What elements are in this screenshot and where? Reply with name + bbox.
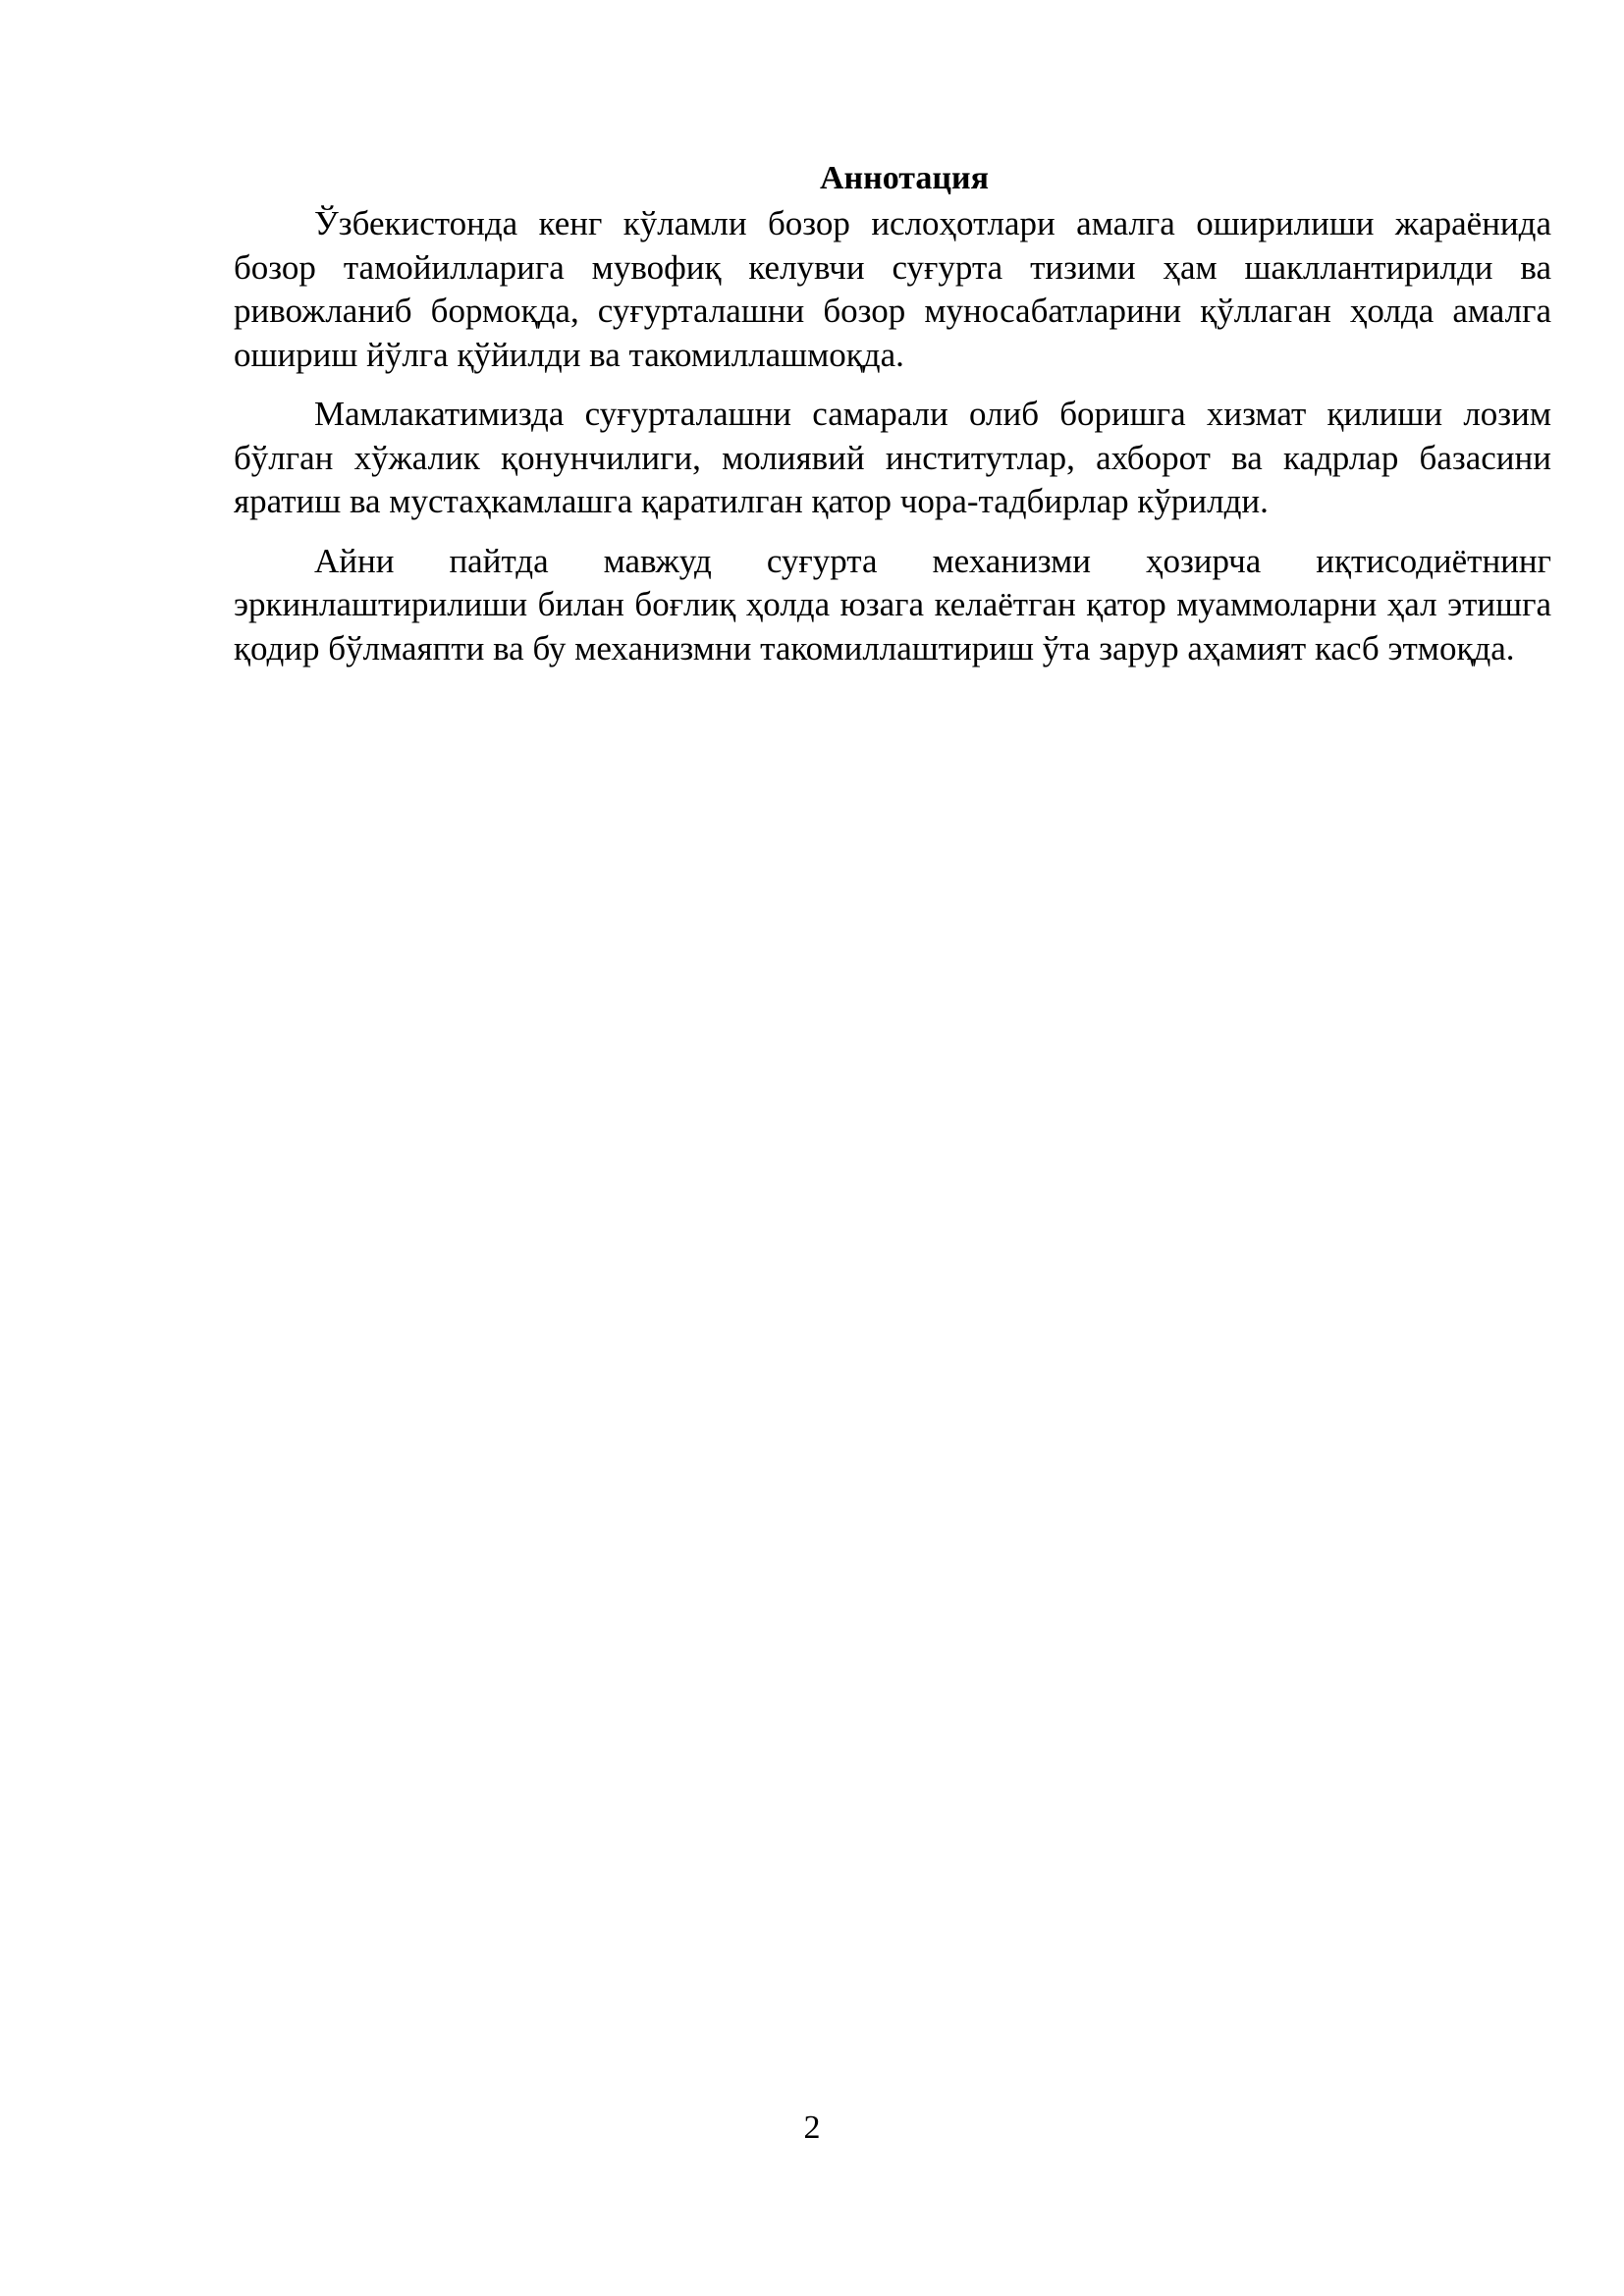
page-content — [234, 155, 1551, 686]
page-number: 2 — [803, 2109, 821, 2146]
paragraph-1: Ўзбекистонда кенг кўламли бозор ислоҳотлари амалга оширилиши жараёнида бозор тамойилларига мувофиқ келувчи суғурта тизими ҳам шакллантирилди ва ривожланиб бормоқда, суғурталашни бозор муносабатларини қўллаган ҳолда амалга ошириш йўлга қўйилди ва такомиллашмоқда. — [234, 204, 1551, 374]
paragraph-2: Мамлакатимизда суғурталашни самарали олиб боришга хизмат қилиши лозим бўлган хўжалик қонунчилиги, молиявий институтлар, ахборот ва кадрлар базасини яратиш ва мустаҳкамлашга қаратилган қатор чора-тадбирлар кўрилди. — [234, 395, 1551, 520]
annotation-title: Аннотация — [820, 160, 989, 196]
paragraph-3: Айни пайтда мавжуд суғурта механизми ҳозирча иқтисодиётнинг эркинлаштирилиши билан боғлиқ ҳолда юзага келаётган қатор муаммоларни ҳал этишга қодир бўлмаяпти ва бу механизмни такомиллаштириш ўта зарур аҳамият касб этмоқда. — [234, 541, 1551, 667]
